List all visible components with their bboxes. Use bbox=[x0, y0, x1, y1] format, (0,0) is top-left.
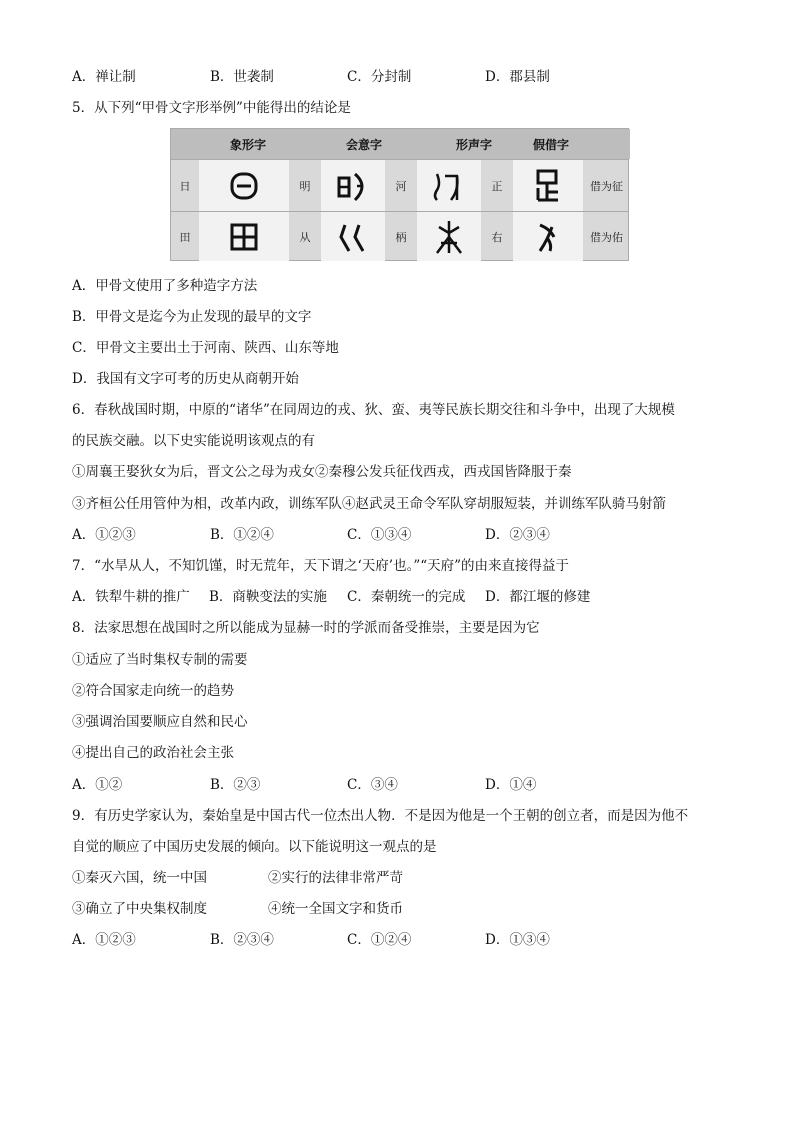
glyph-you bbox=[513, 212, 583, 261]
q4-option-b: B．世袭制 bbox=[210, 69, 274, 85]
q6-items-line2: ③齐桓公任用管仲为相，改革内政，训练军队④赵武灵王命令军队穿胡服短装，并训练军队骑马射箭 bbox=[72, 496, 666, 512]
q6-stem-line1: 6．春秋战国时期，中原的“诸华”在同周边的戎、狄、蛮、夷等民族长期交往和斗争中，出现了大规模 bbox=[72, 402, 675, 418]
row2-loan-note: 借为佑 bbox=[590, 230, 623, 244]
row1-char1-label: 日 bbox=[179, 179, 191, 193]
q8-stem: 8．法家思想在战国时之所以能成为显赫一时的学派而备受推崇，主要是因为它 bbox=[72, 620, 540, 636]
q6-option-b: B．①②④ bbox=[210, 527, 274, 543]
q5-stem: 5．从下列“甲骨文字形举例”中能得出的结论是 bbox=[72, 100, 351, 116]
q6-option-c: C．①③④ bbox=[347, 527, 412, 543]
q9-option-a: A．①②③ bbox=[72, 932, 136, 948]
q4-option-a: A．禅让制 bbox=[72, 69, 136, 85]
q7-option-a: A．铁犁牛耕的推广 bbox=[72, 589, 190, 605]
row2-char4-label: 右 bbox=[491, 230, 503, 244]
header-ideograph: 会意字 bbox=[345, 137, 382, 152]
row1-loan-note: 借为征 bbox=[590, 179, 623, 193]
q5-option-d: D．我国有文字可考的历史从商朝开始 bbox=[72, 371, 299, 387]
q8-item-3: ③强调治国要顺应自然和民心 bbox=[72, 714, 248, 730]
q8-option-c: C．③④ bbox=[347, 777, 398, 793]
q9-item-1: ①秦灭六国，统一中国 bbox=[72, 870, 207, 886]
oracle-bone-table bbox=[170, 128, 629, 261]
q9-option-b: B．②③④ bbox=[210, 932, 274, 948]
q5-option-b: B．甲骨文是迄今为止发现的最早的文字 bbox=[72, 309, 312, 325]
q9-stem-line2: 自觉的顺应了中国历史发展的倾向。以下能说明这一观点的是 bbox=[72, 839, 437, 855]
header-phonosemantic: 形声字 bbox=[455, 137, 492, 152]
q4-option-c: C．分封制 bbox=[347, 69, 412, 85]
q8-option-b: B．②③ bbox=[210, 777, 261, 793]
q7-option-c: C．秦朝统一的完成 bbox=[347, 589, 466, 605]
q9-item-2: ②实行的法律非常严苛 bbox=[268, 870, 403, 886]
q6-stem-line2: 的民族交融。以下史实能说明该观点的有 bbox=[72, 433, 315, 449]
q9-stem-line1: 9．有历史学家认为，秦始皇是中国古代一位杰出人物．不是因为他是一个王朝的创立者，而是因为他不 bbox=[72, 808, 689, 824]
glyph-ming bbox=[321, 160, 385, 211]
glyph-he bbox=[417, 160, 481, 211]
q7-option-d: D．都江堰的修建 bbox=[485, 589, 591, 605]
glyph-bing bbox=[417, 212, 481, 261]
q8-item-4: ④提出自己的政治社会主张 bbox=[72, 745, 234, 761]
q9-item-3: ③确立了中央集权制度 bbox=[72, 901, 207, 917]
q5-option-c: C．甲骨文主要出土于河南、陕西、山东等地 bbox=[72, 340, 339, 356]
header-loan-character: 假借字 bbox=[532, 137, 569, 152]
q4-option-d: D．郡县制 bbox=[485, 69, 550, 85]
q9-option-c: C．①②④ bbox=[347, 932, 412, 948]
q8-item-1: ①适应了当时集权专制的需要 bbox=[72, 652, 248, 668]
q6-items-line1: ①周襄王娶狄女为后，晋文公之母为戎女②秦穆公发兵征伐西戎，西戎国皆降服于秦 bbox=[72, 464, 572, 480]
q5-option-a: A．甲骨文使用了多种造字方法 bbox=[72, 278, 258, 294]
q7-stem: 7．“水旱从人，不知饥馑，时无荒年，天下谓之‘天府’也。”“天府”的由来直接得益于 bbox=[72, 558, 570, 574]
row1-char3-label: 河 bbox=[395, 179, 407, 193]
row1-char4-label: 正 bbox=[491, 179, 503, 193]
q6-option-d: D．②③④ bbox=[485, 527, 550, 543]
q9-option-d: D．①③④ bbox=[485, 932, 550, 948]
glyph-zheng bbox=[513, 160, 583, 211]
q7-option-b: B．商鞅变法的实施 bbox=[209, 589, 327, 605]
q8-item-2: ②符合国家走向统一的趋势 bbox=[72, 683, 234, 699]
row1-char2-label: 明 bbox=[299, 179, 311, 193]
q6-option-a: A．①②③ bbox=[72, 527, 136, 543]
row2-char3-label: 柄 bbox=[395, 230, 407, 244]
row2-char2-label: 从 bbox=[299, 230, 311, 244]
q8-option-a: A．①② bbox=[72, 777, 123, 793]
header-pictograph: 象形字 bbox=[229, 137, 266, 152]
glyph-ri bbox=[199, 160, 289, 211]
q8-option-d: D．①④ bbox=[485, 777, 537, 793]
glyph-tian bbox=[199, 212, 289, 261]
row2-char1-label: 田 bbox=[179, 230, 191, 244]
glyph-cong bbox=[321, 212, 385, 261]
q9-item-4: ④统一全国文字和货币 bbox=[268, 901, 403, 917]
